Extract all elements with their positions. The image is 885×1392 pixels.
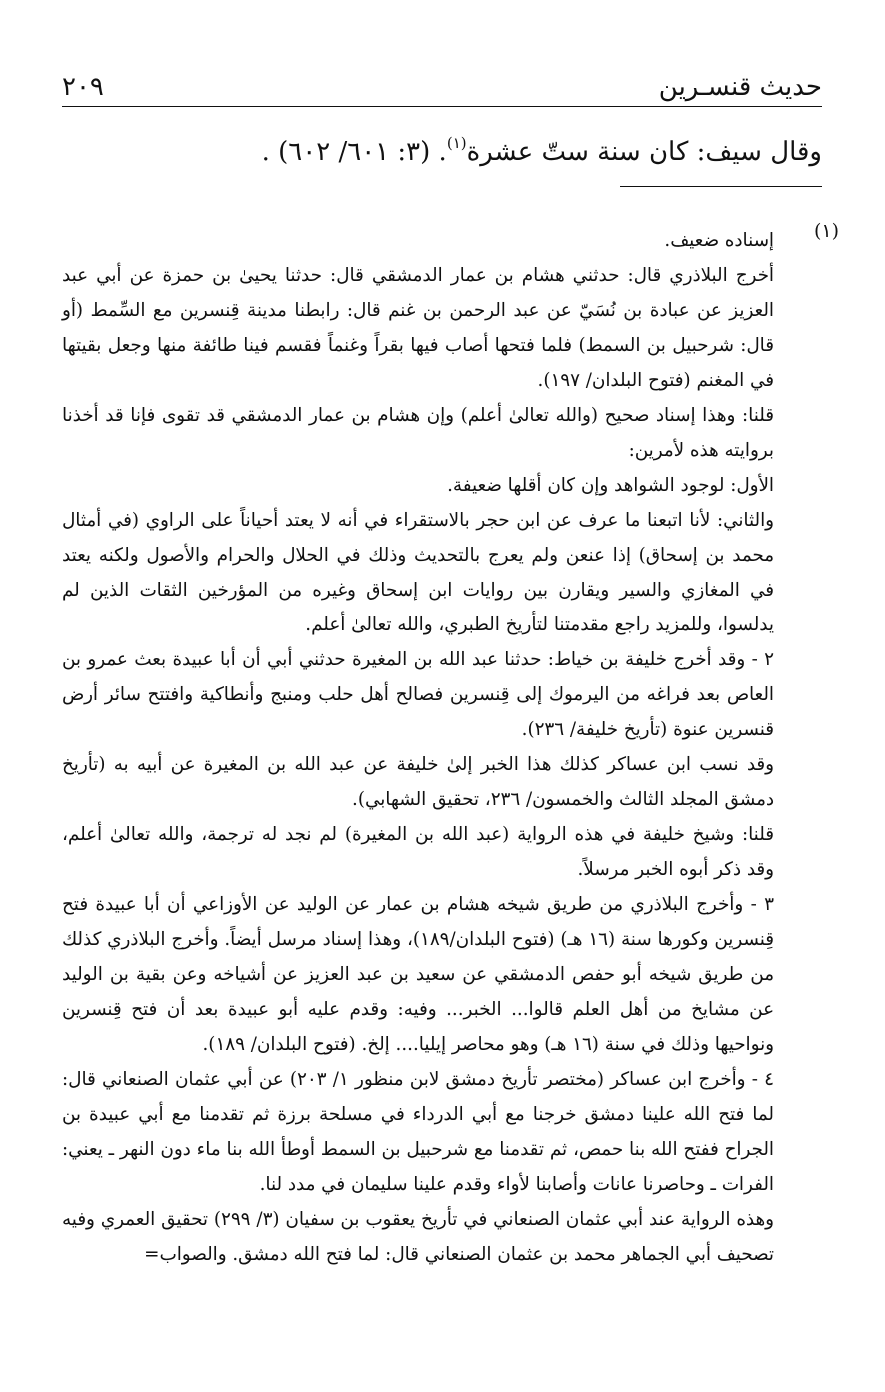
footnote-paragraph: أخرج البلاذري قال: حدثني هشام بن عمار الدمشقي قال: حدثنا يحيىٰ بن حمزة عن أبي عبد العزيز عن عبادة بن نُسَيّ عن عبد الرحمن بن غنم قال: رابطنا مدينة قِنسرين مع السِّمط (أو قال: شرحبيل بن السمط) فلما فتحها أصاب فيها بقراً وغنماً فقسم فينا طائفة منها وجعل بقيتها في المغنم (فتوح البلدان/ ١٩٧).	[62, 264, 774, 391]
footnote-paragraph: الأول: لوجود الشواهد وإن كان أقلها ضعيفة.	[447, 474, 774, 496]
footnote-paragraph: قلنا: وهذا إسناد صحيح (والله تعالىٰ أعلم) وإن هشام بن عمار الدمشقي قد تقوى فإنا قد أخذنا بروايته هذه لأمرين:	[62, 404, 774, 461]
main-text-line	[62, 130, 822, 174]
main-text: وقال سيف: كان سنة ستّ عشرة	[466, 137, 822, 167]
footnote-reference: (١)	[446, 134, 467, 152]
main-citation: . (٣: ٦٠١/ ٦٠٢) .	[261, 137, 447, 167]
footnote-paragraph: وقد نسب ابن عساكر كذلك هذا الخبر إلىٰ خليفة عن عبد الله بن المغيرة عن أبيه به (تأريخ دمشق المجلد الثالث والخمسون/ ٢٣٦، تحقيق الشهابي).	[62, 754, 774, 811]
footnote-paragraph: ٤ - وأخرج ابن عساكر (مختصر تأريخ دمشق لابن منظور ١/ ٢٠٣) عن أبي عثمان الصنعاني قال: لما فتح الله علينا دمشق خرجنا مع أبي الدرداء في مسلحة برزة ثم تقدمنا مع أبي عبيدة بن الجراح ففتح الله بنا حمص، ثم تقدمنا مع شرحبيل بن السمط أوطأ الله بنا ماء دون النهر ـ يعني: الفرات ـ وحاصرنا عانات وأصابنا لأواء وقدم علينا سليمان في مدد لنا.	[62, 1068, 774, 1195]
header-divider	[62, 106, 822, 107]
footnote-paragraph: ٣ - وأخرج البلاذري من طريق شيخه هشام بن عمار عن الوليد عن الأوزاعي أن أبا عبيدة فتح قِنسرين وكورها سنة (١٦ هـ) (فتوح البلدان/١٨٩)، وهذا إسناد مرسل أيضاً. وأخرج البلاذري كذلك من طريق شيخه أبو حفص الدمشقي عن سعيد بن عبد العزيز عن أشياخه وعن بقية بن الوليد عن مشايخ من أهل العلم قالوا... الخبر... وفيه: وقدم عليه أبو عبيدة بعد أن فتح قِنسرين ونواحيها وذلك في سنة (١٦ هـ) وهو محاصر إيليا.... إلخ. (فتوح البلدان/ ١٨٩).	[62, 894, 774, 1055]
page-number: ٢٠٩	[62, 72, 104, 102]
footnote-paragraph: إسناده ضعيف.	[664, 230, 774, 251]
footnote-divider	[620, 186, 822, 187]
footnote-marker: (١)	[813, 220, 839, 242]
footnote-paragraph: وهذه الرواية عند أبي عثمان الصنعاني في تأريخ يعقوب بن سفيان (٣/ ٢٩٩) تحقيق العمري وفيه تصحيف أبي الجماهر محمد بن عثمان الصنعاني قال: لما فتح الله دمشق. والصواب=	[62, 1208, 774, 1265]
footnote-paragraph: والثاني: لأنا اتبعنا ما عرف عن ابن حجر بالاستقراء في أنه لا يعتد أحياناً على الراوي (في أمثال محمد بن إسحاق) إذا عنعن ولم يعرج بالتحديث وذلك في الحلال والحرام والأصول ولكنه يعتد في المغازي والسير ويقارن بين روايات ابن إسحاق وغيره من المؤرخين الثقات الذين لم يدلسوا، وللمزيد راجع مقدمتنا لتأريخ الطبري، والله تعالىٰ أعلم.	[62, 509, 774, 636]
footnote-paragraph: ٢ - وقد أخرج خليفة بن خياط: حدثنا عبد الله بن المغيرة حدثني أبي أن أبا عبيدة بعث عمرو بن العاص بعد فراغه من اليرموك إلى قِنسرين فصالح أهل حلب ومنبج وأنطاكية وافتتح سائر أرض قنسرين عنوة (تأريخ خليفة/ ٢٣٦).	[62, 649, 774, 741]
footnote-paragraph: قلنا: وشيخ خليفة في هذه الرواية (عبد الله بن المغيرة) لم نجد له ترجمة، والله تعالىٰ أعلم، وقد ذكر أبوه الخبر مرسلاً.	[62, 824, 774, 881]
running-title: حديث قنسـرين	[658, 72, 822, 102]
footnote-body	[62, 224, 774, 1273]
page-header	[62, 70, 822, 104]
